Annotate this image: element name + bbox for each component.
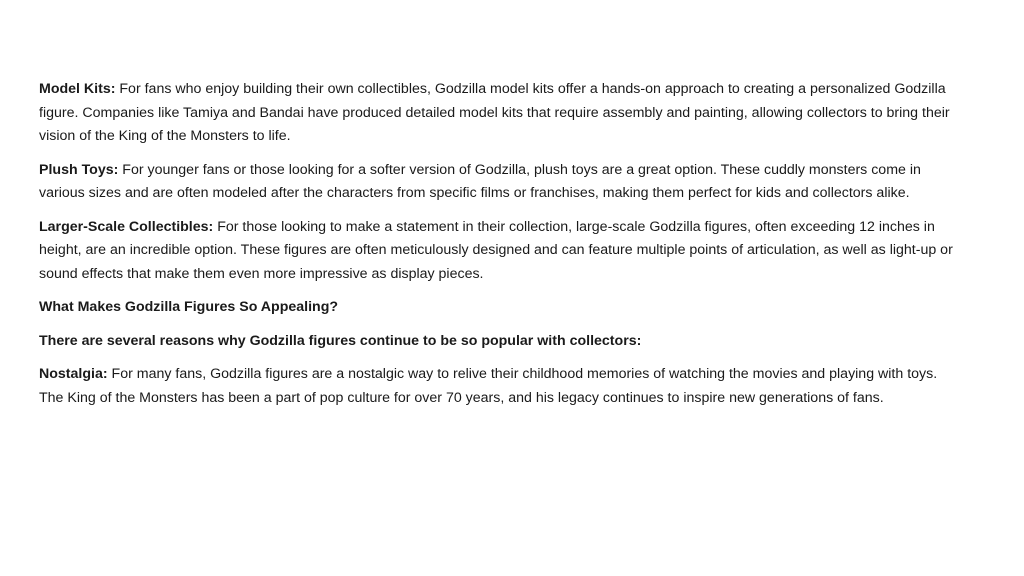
section-subheading: There are several reasons why Godzilla figures continue to be so popular with collectors: [39,332,642,349]
paragraph-model-kits [39,78,954,149]
section-heading: What Makes Godzilla Figures So Appealing? [39,299,339,315]
paragraph-label: Model Kits: [39,81,116,97]
paragraph-label: Larger-Scale Collectibles: [39,218,214,235]
paragraph-text: For those looking to make a statement in their collection, large-scale Godzilla figures, often exceeding 12 inches in height, are an incredible option. These figures are often meticulously designed and can feature multiple points of articulation, as well as light-up or sound effects that make them even more impressive as display pieces. [39,218,953,282]
paragraph-label: Nostalgia: [39,366,108,382]
paragraph-nostalgia [39,363,954,410]
paragraph-text: For fans who enjoy building their own collectibles, Godzilla model kits offer a hands-on approach to creating a personalized Godzilla figure. Companies like Tamiya and Bandai have produced detailed model kits that require assembly and painting, allowing collectors to bring their vision of the King of the Monsters to life. [39,81,950,144]
paragraph-text: For many fans, Godzilla figures are a nostalgic way to relive their childhood memories of watching the movies and playing with toys. The King of the Monsters has been a part of pop culture for over 70 years, and his legacy continues to inspire new generations of fans. [39,366,938,406]
paragraph-larger-scale-collectibles [39,216,954,287]
paragraph-plush-toys [39,159,954,206]
document-page [39,78,954,420]
paragraph-text: For younger fans or those looking for a softer version of Godzilla, plush toys are a great option. These cuddly monsters come in various sizes and are often modeled after the characters from specific films or franchises, making them perfect for kids and collectors alike. [39,161,921,201]
paragraph-label: Plush Toys: [39,161,119,178]
